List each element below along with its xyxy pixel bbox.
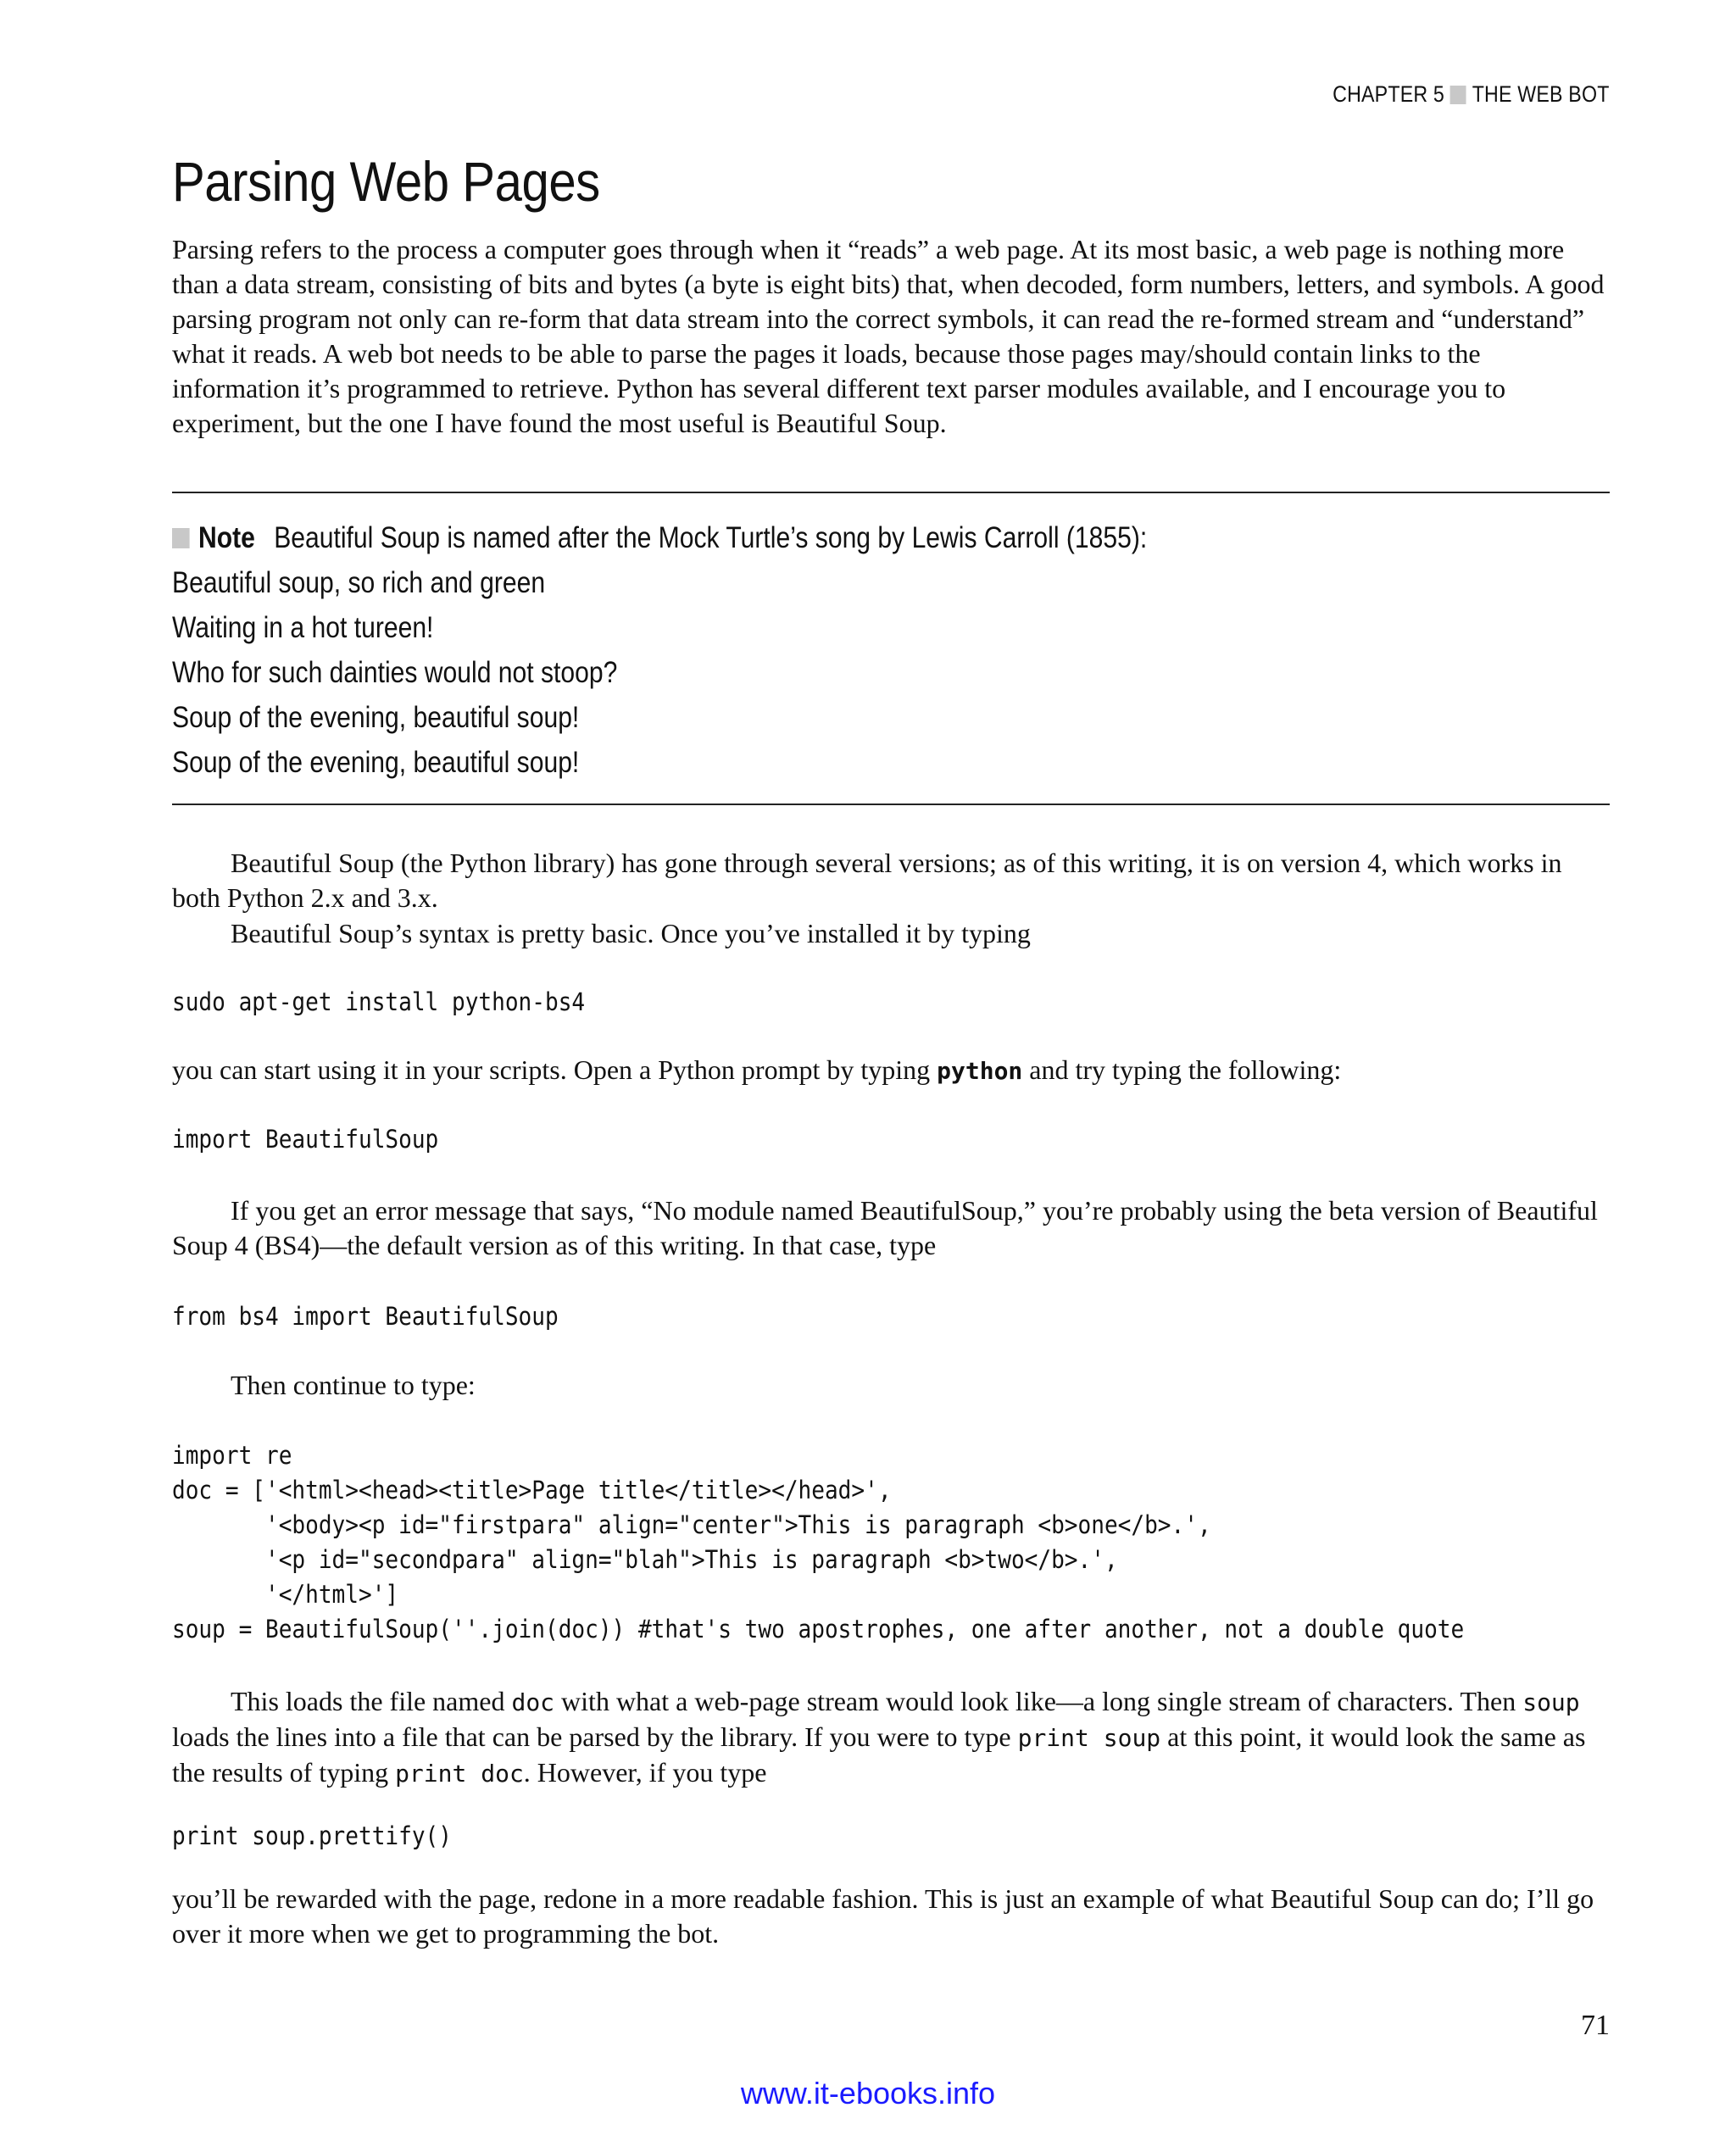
paragraph-versions: Beautiful Soup (the Python library) has gone through several versions; as of this writing, it is on version 4, which works in both Python 2.x and 3.x.	[172, 848, 1562, 913]
note-label: Note	[198, 521, 255, 554]
paragraph-continue: Then continue to type:	[231, 1370, 476, 1400]
chapter-title: THE WEB BOT	[1472, 81, 1610, 107]
text-run: you can start using it in your scripts. Open a Python prompt by typing	[172, 1054, 938, 1085]
section-title: Parsing Web Pages	[172, 150, 600, 213]
verse-line: Soup of the evening, beautiful soup!	[172, 746, 580, 779]
inline-code: print soup	[1017, 1724, 1161, 1752]
verse-line: Waiting in a hot tureen!	[172, 611, 434, 644]
page-number: 71	[1581, 2010, 1610, 2041]
code-import: import BeautifulSoup	[172, 1125, 439, 1154]
intro-paragraph: Parsing refers to the process a computer goes through when it “reads” a web page. At its most basic, a web page is nothing more than a data stream, consisting of bits and bytes (a byte is eight bits) that, when decoded, form numbers, letters, and symbols. A good parsing program not only can re-form that data stream into the correct symbols, it can read the re-formed stream and “understand” what it reads. A web bot needs to be able to parse the pages it loads, because those pages may/should contain links to the information it’s programmed to retrieve. Python has several different text parser modules available, and I encourage you to experiment, but the one I have found the most useful is Beautiful Soup.	[172, 234, 1605, 438]
running-head	[1333, 81, 1610, 108]
inline-code: python	[937, 1057, 1023, 1085]
paragraph-syntax: Beautiful Soup’s syntax is pretty basic. Once you’ve installed it by typing	[231, 918, 1031, 948]
note-text: Beautiful Soup is named after the Mock Turtle’s song by Lewis Carroll (1855):	[274, 521, 1148, 554]
note-box	[172, 515, 1610, 785]
verse-line: Beautiful soup, so rich and green	[172, 566, 546, 599]
text-run: with what a web-page stream would look like—a long single stream of characters. Then	[554, 1686, 1523, 1716]
inline-code: soup	[1522, 1688, 1580, 1716]
note-bottom-rule	[172, 804, 1610, 805]
inline-code: doc	[511, 1688, 555, 1716]
paragraph-prompt	[172, 1053, 1610, 1088]
square-bullet-icon	[172, 528, 190, 548]
text-run: . However, if you type	[523, 1757, 767, 1788]
text-run: and try typing the following:	[1022, 1054, 1342, 1085]
footer-link[interactable]: www.it-ebooks.info	[740, 2076, 996, 2110]
text-run: at this point, it would look the same as the results of typing	[172, 1721, 1586, 1788]
paragraph-error: If you get an error message that says, “No module named BeautifulSoup,” you’re probably using the beta version of Beautiful Soup 4 (BS4)—the default version as of this writing. In that case, type	[172, 1195, 1598, 1260]
text-run: loads the lines into a file that can be parsed by the library. If you were to type	[172, 1721, 1018, 1752]
square-bullet-icon	[1450, 86, 1466, 104]
code-from-import: from bs4 import BeautifulSoup	[172, 1302, 559, 1331]
verse-line: Soup of the evening, beautiful soup!	[172, 701, 580, 734]
note-heading	[172, 515, 1409, 560]
verse-line: Who for such dainties would not stoop?	[172, 656, 618, 689]
text-run: This loads the file named	[231, 1686, 512, 1716]
code-install: sudo apt-get install python-bs4	[172, 987, 586, 1016]
paragraph-rewarded: you’ll be rewarded with the page, redone in a more readable fashion. This is just an example of what Beautiful Soup can do; I’ll go over it more when we get to programming the bot.	[172, 1883, 1594, 1949]
chapter-number: CHAPTER 5	[1333, 81, 1445, 107]
note-top-rule	[172, 492, 1610, 493]
inline-code: print doc	[395, 1760, 524, 1788]
paragraph-explanation	[172, 1684, 1610, 1791]
code-prettify: print soup.prettify()	[172, 1821, 452, 1850]
code-example: import re doc = ['<html><head><title>Page title</title></head>', '<body><p id="firstpara" align="center">This is paragraph <b>one</b>.', '<p id="secondpara" align="blah">This is paragraph <b>two</b>.', '</html>'] soup = BeautifulSoup(''.join(doc)) #that's two apostrophes, one after another, not a double quote	[172, 1441, 1465, 1643]
